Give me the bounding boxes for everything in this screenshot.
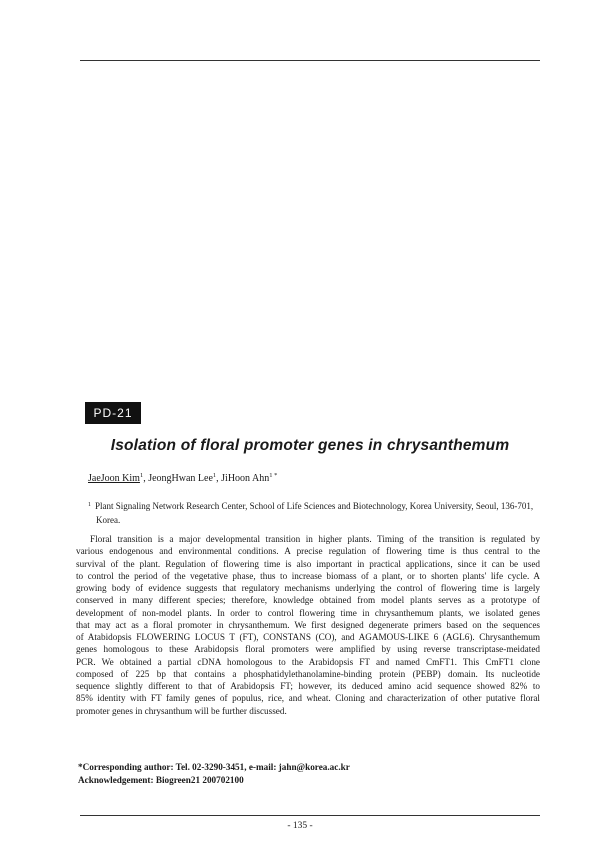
- affiliation: [88, 498, 540, 527]
- author-presenter: JaeJoon Kim: [88, 473, 140, 484]
- abstract-line: that may act as a floral promoter in chrysanthemum. We first designed degenerate primers based on the sequences: [76, 619, 540, 630]
- affiliation-line-2: Korea.: [96, 515, 121, 525]
- author-affiliation-mark: 1: [139, 472, 144, 479]
- abstract-line: to control the period of the vegetative phase, thus to increase biomass of a plant, or to shorten plants' life cycle. A: [76, 570, 540, 581]
- abstract-line: development of non-model plants. In order to control flowering time in chrysanthemum plants, we isolated genes: [76, 607, 540, 618]
- affiliation-mark: 1: [88, 502, 91, 508]
- abstract-line: growing body of evidence suggests that regulatory mechanisms underlying the control of flowering time is largely: [76, 583, 540, 593]
- corresponding-author-note: *Corresponding author: Tel. 02-3290-3451, e-mail: jahn@korea.ac.kr: [78, 762, 350, 772]
- abstract-body: [76, 533, 540, 717]
- abstract-line: sequence slightly different to that of Arabidopsis FT; however, its deduced amino acid sequence showed 82% to: [76, 681, 540, 691]
- abstract-line: various endogenous and environmental conditions. A precise regulation of flowering time is thus central to the: [76, 546, 540, 557]
- page-number: - 135 -: [287, 821, 313, 831]
- author-list: JaeJoon Kim$^1$, JeongHwan Lee$^1$, JiHoon Ahn$^{1 *}$: [88, 472, 278, 484]
- acknowledgement-note: Acknowledgement: Biogreen21 200702100: [78, 775, 244, 785]
- footnotes: [78, 761, 350, 787]
- abstract-line: promoter genes in chrysanthum will be further discussed.: [76, 705, 287, 716]
- bottom-rule: [80, 815, 540, 816]
- abstract-line: composed of 225 bp that contains a phosphatidylethanolamine-binding protein (PEBP) domain. Its nucleotide: [76, 668, 540, 679]
- abstract-line: 85% identity with FT family genes of populus, rice, and wheat. Cloning and characterization of other putative floral: [76, 693, 540, 704]
- abstract-line: Floral transition is a major developmental transition in higher plants. Timing of the transition is regulated by: [90, 534, 540, 544]
- top-rule: [80, 60, 540, 61]
- author: JeongHwan Lee: [148, 473, 213, 484]
- abstract-line: PCR. We obtained a partial cDNA homologous to the Arabidopsis FT and named CmFT1. This CmFT1 clone: [76, 656, 540, 667]
- session-code-badge: PD-21: [85, 402, 141, 424]
- abstract-line: of Atabidopsis FLOWERING LOCUS T (FT), CONSTANS (CO), and AGAMOUS-LIKE 6 (AGL6). Chrysanthemum: [76, 632, 540, 642]
- paper-title: Isolation of floral promoter genes in chrysanthemum: [110, 437, 510, 454]
- abstract-line: genes homologous to these Arabidopsis floral promoters were amplified by using reverse transcriptase-meidated: [76, 644, 540, 655]
- author-affiliation-mark: 1 *: [269, 472, 278, 479]
- abstract-line: survival of the plant. Regulation of flowering time is also important in practical applications, since it can be used: [76, 558, 540, 569]
- affiliation-line-1: Plant Signaling Network Research Center, School of Life Sciences and Biotechnology, Korea University, Seoul, 136-701,: [95, 501, 534, 511]
- author-corresponding: JiHoon Ahn: [221, 473, 270, 484]
- abstract-line: conserved in many different species; therefore, knowledge obtained from model plants serves as a prototype of: [76, 595, 540, 606]
- author-affiliation-mark: 1: [212, 472, 217, 479]
